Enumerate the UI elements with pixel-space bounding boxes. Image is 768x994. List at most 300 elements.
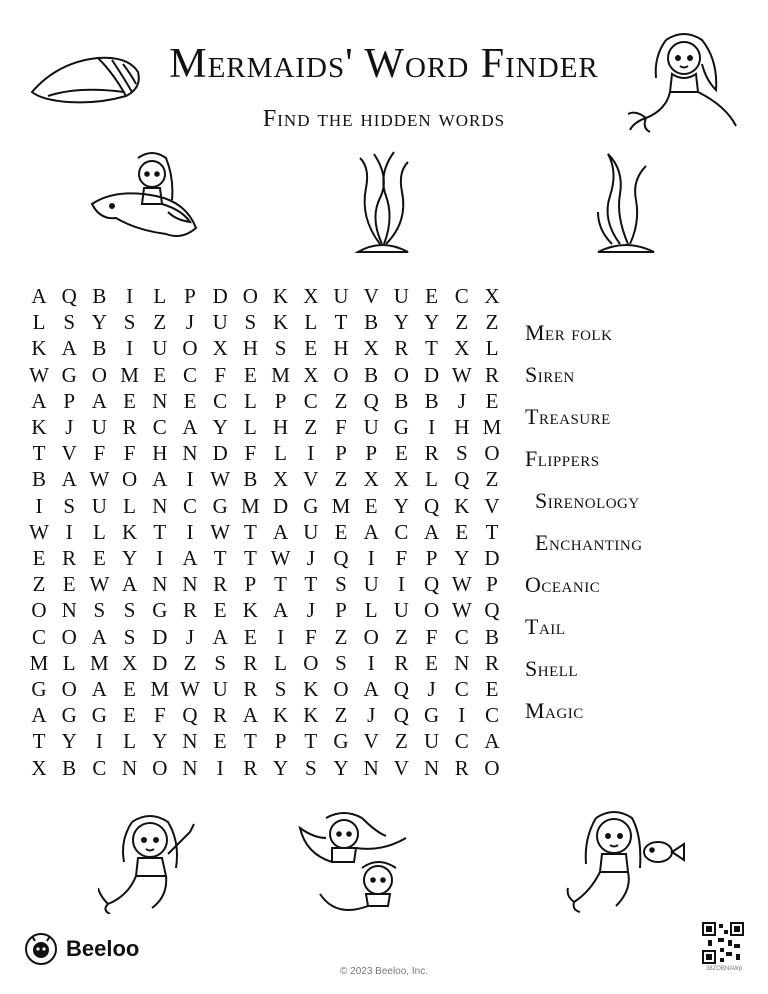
grid-letter: B bbox=[92, 284, 107, 308]
grid-letter: A bbox=[61, 467, 77, 492]
grid-letter: A bbox=[273, 598, 289, 623]
grid-letter: E bbox=[394, 441, 408, 466]
grid-letter: T bbox=[334, 310, 348, 335]
grid-letter: E bbox=[485, 677, 499, 701]
grid-letter: K bbox=[31, 336, 47, 361]
grid-letter: G bbox=[212, 493, 228, 518]
mermaid-fish-icon bbox=[566, 806, 686, 914]
grid-letter: O bbox=[393, 362, 409, 387]
word-list-item: Oceanic bbox=[525, 572, 601, 597]
grid-letter: T bbox=[274, 572, 287, 597]
grid-letter: N bbox=[152, 493, 168, 518]
grid-letter: H bbox=[273, 415, 289, 439]
grid-letter: T bbox=[304, 572, 318, 597]
grid-letter: Z bbox=[334, 703, 348, 728]
grid-letter: O bbox=[333, 362, 349, 387]
grid-letter: E bbox=[153, 362, 167, 387]
grid-letter: I bbox=[35, 493, 43, 518]
grid-letter: F bbox=[335, 415, 347, 439]
grid-letter: A bbox=[152, 467, 168, 492]
grid-letter: B bbox=[424, 388, 439, 413]
grid-letter: I bbox=[95, 729, 103, 754]
grid-letter: U bbox=[303, 519, 319, 544]
grid-letter: M bbox=[241, 493, 260, 518]
grid-letter: Z bbox=[485, 310, 499, 335]
grid-letter: O bbox=[484, 755, 500, 780]
grid-letter: Z bbox=[334, 467, 348, 492]
grid-letter: A bbox=[363, 519, 379, 544]
seaweed-icon bbox=[590, 150, 660, 256]
grid-letter: U bbox=[152, 336, 168, 361]
grid-letter: O bbox=[333, 677, 349, 701]
grid-letter: J bbox=[457, 388, 466, 413]
grid-letter: N bbox=[182, 729, 198, 754]
grid-letter: T bbox=[243, 519, 257, 544]
grid-letter: O bbox=[61, 624, 77, 649]
grid-letter: A bbox=[31, 388, 47, 413]
grid-letter: K bbox=[122, 519, 138, 544]
grid-letter: U bbox=[91, 415, 107, 439]
grid-letter: A bbox=[212, 624, 228, 649]
grid-letter: R bbox=[484, 362, 499, 387]
seaweed-icon bbox=[350, 148, 416, 256]
grid-letter: F bbox=[395, 546, 408, 570]
grid-letter: I bbox=[216, 755, 224, 780]
grid-letter: W bbox=[180, 677, 200, 701]
grid-letter: R bbox=[243, 650, 258, 675]
grid-letter: A bbox=[182, 415, 198, 439]
grid-letter: F bbox=[93, 441, 106, 466]
grid-letter: P bbox=[274, 388, 287, 413]
grid-letter: L bbox=[485, 336, 499, 361]
grid-letter: Q bbox=[363, 388, 379, 413]
grid-letter: V bbox=[303, 467, 319, 492]
word-list-item: Treasure bbox=[525, 404, 611, 429]
grid-letter: U bbox=[424, 729, 440, 754]
grid-letter: Q bbox=[393, 703, 409, 728]
grid-letter: W bbox=[89, 467, 110, 492]
grid-letter: Z bbox=[394, 729, 408, 754]
grid-letter: O bbox=[152, 755, 168, 780]
grid-letter: O bbox=[122, 467, 138, 492]
grid-letter: E bbox=[364, 493, 378, 518]
word-list-item: Mer folk bbox=[525, 320, 613, 345]
grid-letter: D bbox=[424, 362, 440, 387]
grid-letter: C bbox=[303, 388, 318, 413]
grid-letter: X bbox=[273, 467, 289, 492]
grid-letter: U bbox=[393, 284, 409, 308]
grid-letter: T bbox=[243, 729, 257, 754]
grid-letter: I bbox=[186, 467, 194, 492]
grid-letter: A bbox=[122, 572, 138, 597]
grid-letter: R bbox=[213, 703, 228, 728]
grid-letter: X bbox=[484, 284, 500, 308]
grid-letter: C bbox=[31, 624, 46, 649]
grid-letter: U bbox=[212, 677, 228, 701]
grid-letter: Z bbox=[334, 624, 348, 649]
grid-letter: G bbox=[303, 493, 319, 518]
word-list-item: Sirenology bbox=[535, 488, 640, 513]
grid-letter: B bbox=[31, 467, 46, 492]
grid-letter: P bbox=[184, 284, 196, 308]
grid-letter: H bbox=[333, 336, 349, 361]
grid-letter: R bbox=[424, 441, 439, 466]
grid-letter: F bbox=[123, 441, 136, 466]
grid-letter: K bbox=[273, 284, 289, 308]
grid-letter: H bbox=[152, 441, 168, 466]
grid-letter: O bbox=[61, 677, 77, 701]
grid-letter: Y bbox=[152, 729, 168, 754]
grid-letter: P bbox=[244, 572, 257, 597]
grid-letter: A bbox=[61, 336, 77, 361]
grid-letter: R bbox=[243, 755, 258, 780]
grid-letter: A bbox=[424, 519, 440, 544]
grid-letter: G bbox=[31, 677, 47, 701]
brand-logo bbox=[24, 932, 139, 966]
grid-letter: L bbox=[425, 467, 438, 492]
grid-letter: Y bbox=[424, 310, 440, 335]
grid-letter: V bbox=[363, 284, 379, 308]
grid-letter: E bbox=[62, 572, 76, 597]
grid-letter: O bbox=[182, 336, 198, 361]
grid-letter: M bbox=[29, 650, 49, 675]
grid-letter: B bbox=[394, 388, 409, 413]
two-mermaids-icon bbox=[296, 808, 426, 920]
grid-letter: F bbox=[304, 624, 317, 649]
grid-letter: A bbox=[31, 284, 47, 308]
grid-letter: I bbox=[126, 336, 134, 361]
grid-letter: Y bbox=[393, 310, 409, 335]
grid-letter: L bbox=[243, 415, 257, 439]
grid-letter: V bbox=[484, 493, 500, 518]
grid-letter: S bbox=[274, 336, 287, 361]
grid-letter: O bbox=[303, 650, 319, 675]
grid-letter: J bbox=[306, 598, 315, 623]
grid-letter: E bbox=[123, 388, 136, 413]
grid-letter: P bbox=[274, 729, 287, 754]
grid-letter: S bbox=[244, 310, 257, 335]
grid-letter: G bbox=[424, 703, 440, 728]
grid-letter: X bbox=[303, 284, 319, 308]
grid-letter: Y bbox=[61, 729, 77, 754]
grid-letter: A bbox=[484, 729, 500, 754]
grid-letter: S bbox=[335, 572, 347, 597]
grid-letter: T bbox=[485, 519, 499, 544]
grid-letter: L bbox=[153, 284, 167, 308]
grid-letter: Z bbox=[153, 310, 167, 335]
grid-letter: E bbox=[304, 336, 318, 361]
grid-letter: O bbox=[484, 441, 500, 466]
grid-letter: N bbox=[122, 755, 138, 780]
grid-letter: R bbox=[394, 650, 409, 675]
grid-letter: Z bbox=[183, 650, 197, 675]
grid-letter: K bbox=[242, 598, 258, 623]
grid-letter: Q bbox=[61, 284, 77, 308]
grid-letter: A bbox=[91, 677, 107, 701]
grid-letter: R bbox=[243, 677, 258, 701]
grid-letter: K bbox=[303, 703, 319, 728]
grid-letter: G bbox=[91, 703, 107, 728]
grid-letter: N bbox=[182, 755, 198, 780]
grid-letter: E bbox=[213, 598, 227, 623]
grid-letter: T bbox=[213, 546, 227, 570]
grid-letter: S bbox=[455, 441, 468, 466]
grid-letter: S bbox=[63, 493, 76, 518]
grid-letter: W bbox=[451, 598, 472, 623]
grid-letter: M bbox=[90, 650, 109, 675]
grid-letter: Q bbox=[333, 546, 349, 570]
grid-letter: E bbox=[243, 624, 257, 649]
grid-letter: A bbox=[31, 703, 47, 728]
grid-letter: D bbox=[212, 284, 228, 308]
grid-letter: K bbox=[273, 310, 289, 335]
grid-letter: T bbox=[32, 729, 46, 754]
grid-letter: Q bbox=[182, 703, 198, 728]
mermaid-waving-icon bbox=[98, 810, 208, 914]
grid-letter: K bbox=[454, 493, 470, 518]
grid-letter: A bbox=[363, 677, 379, 701]
grid-letter: F bbox=[214, 362, 227, 387]
grid-letter: R bbox=[394, 336, 409, 361]
grid-letter: U bbox=[91, 493, 107, 518]
grid-letter: W bbox=[451, 362, 472, 387]
grid-letter: W bbox=[210, 519, 231, 544]
grid-letter: Z bbox=[334, 388, 348, 413]
grid-letter: L bbox=[62, 650, 76, 675]
grid-letter: M bbox=[331, 493, 351, 518]
grid-letter: I bbox=[126, 284, 134, 308]
grid-letter: J bbox=[185, 624, 195, 649]
grid-letter: C bbox=[394, 519, 409, 544]
grid-letter: Y bbox=[454, 546, 470, 570]
grid-letter: Y bbox=[273, 755, 289, 780]
grid-letter: A bbox=[91, 388, 107, 413]
grid-letter: C bbox=[454, 624, 469, 649]
grid-letter: A bbox=[182, 546, 198, 570]
grid-letter: P bbox=[335, 441, 347, 466]
grid-letter: R bbox=[454, 755, 469, 780]
word-list-item: Flippers bbox=[525, 446, 600, 471]
grid-letter: N bbox=[61, 598, 77, 623]
grid-letter: X bbox=[31, 755, 47, 780]
grid-letter: R bbox=[122, 415, 137, 439]
grid-letter: X bbox=[454, 336, 470, 361]
grid-letter: E bbox=[123, 703, 136, 728]
page-subtitle: Find the hidden words bbox=[262, 106, 506, 132]
grid-letter: L bbox=[243, 388, 257, 413]
grid-letter: E bbox=[243, 362, 257, 387]
grid-letter: D bbox=[273, 493, 289, 518]
grid-letter: C bbox=[182, 362, 197, 387]
grid-letter: J bbox=[367, 703, 376, 728]
grid-letter: H bbox=[242, 336, 258, 361]
grid-letter: D bbox=[152, 624, 168, 649]
grid-letter: J bbox=[185, 310, 195, 335]
mermaid-dolphin-icon bbox=[86, 148, 202, 250]
grid-letter: E bbox=[455, 519, 469, 544]
grid-letter: T bbox=[304, 729, 318, 754]
grid-letter: V bbox=[61, 441, 77, 466]
grid-letter: X bbox=[303, 362, 319, 387]
grid-letter: T bbox=[243, 546, 257, 570]
qr-caption: 38ZOBNAWp bbox=[705, 966, 743, 972]
grid-letter: L bbox=[123, 729, 136, 754]
grid-letter: I bbox=[277, 624, 285, 649]
grid-letter: C bbox=[484, 703, 499, 728]
grid-letter: B bbox=[364, 362, 379, 387]
grid-letter: J bbox=[65, 415, 74, 439]
word-list-item: Magic bbox=[525, 698, 584, 723]
grid-letter: G bbox=[61, 362, 77, 387]
seashell-icon bbox=[28, 52, 146, 108]
grid-letter: M bbox=[150, 677, 170, 701]
brand-name: Beeloo bbox=[66, 936, 140, 961]
grid-letter: D bbox=[484, 546, 500, 570]
grid-letter: Z bbox=[485, 467, 499, 492]
copyright-text: © 2023 Beeloo, Inc. bbox=[340, 966, 428, 977]
grid-letter: S bbox=[123, 310, 136, 335]
grid-letter: E bbox=[213, 729, 227, 754]
grid-letter: S bbox=[214, 650, 227, 675]
grid-letter: E bbox=[32, 546, 46, 570]
grid-letter: B bbox=[62, 755, 77, 780]
grid-letter: P bbox=[63, 388, 76, 413]
grid-letter: L bbox=[123, 493, 136, 518]
grid-letter: D bbox=[152, 650, 168, 675]
word-list-item: Tail bbox=[525, 614, 566, 639]
grid-letter: X bbox=[363, 336, 379, 361]
grid-letter: S bbox=[274, 677, 287, 701]
grid-letter: Z bbox=[455, 310, 469, 335]
grid-letter: W bbox=[29, 519, 49, 544]
grid-letter: I bbox=[156, 546, 164, 570]
grid-letter: R bbox=[182, 598, 197, 623]
grid-letter: W bbox=[270, 546, 291, 570]
grid-letter: P bbox=[335, 598, 347, 623]
grid-letter: F bbox=[425, 624, 438, 649]
grid-letter: D bbox=[212, 441, 228, 466]
grid-letter: I bbox=[397, 572, 405, 597]
grid-letter: C bbox=[454, 729, 469, 754]
grid-letter: X bbox=[363, 467, 379, 492]
grid-letter: U bbox=[363, 415, 379, 439]
word-list-item: Enchanting bbox=[535, 530, 643, 555]
grid-letter: I bbox=[367, 650, 375, 675]
grid-letter: A bbox=[242, 703, 258, 728]
grid-letter: L bbox=[32, 310, 46, 335]
grid-letter: E bbox=[425, 284, 438, 308]
grid-letter: L bbox=[274, 650, 287, 675]
grid-letter: O bbox=[363, 624, 379, 649]
grid-letter: N bbox=[363, 755, 379, 780]
grid-letter: C bbox=[213, 388, 228, 413]
grid-letter: F bbox=[153, 703, 166, 728]
grid-letter: E bbox=[183, 388, 197, 413]
grid-letter: K bbox=[273, 703, 289, 728]
grid-letter: N bbox=[152, 388, 168, 413]
grid-letter: R bbox=[62, 546, 77, 570]
grid-letter: C bbox=[454, 677, 469, 701]
grid-letter: S bbox=[335, 650, 347, 675]
grid-letter: U bbox=[363, 572, 379, 597]
grid-letter: G bbox=[152, 598, 168, 623]
word-list-item: Siren bbox=[525, 362, 575, 387]
grid-letter: X bbox=[393, 467, 409, 492]
grid-letter: O bbox=[91, 362, 107, 387]
grid-letter: Y bbox=[91, 310, 107, 335]
grid-letter: B bbox=[92, 336, 107, 361]
grid-letter: S bbox=[123, 598, 136, 623]
grid-letter: G bbox=[333, 729, 349, 754]
grid-letter: G bbox=[393, 415, 409, 439]
grid-letter: T bbox=[425, 336, 438, 361]
grid-letter: Q bbox=[424, 572, 440, 597]
grid-letter: E bbox=[425, 650, 438, 675]
grid-letter: A bbox=[91, 624, 107, 649]
grid-letter: S bbox=[304, 755, 317, 780]
grid-letter: B bbox=[484, 624, 499, 649]
grid-letter: A bbox=[273, 519, 289, 544]
grid-letter: W bbox=[29, 362, 49, 387]
page-title: Mermaids' Word Finder bbox=[169, 41, 599, 87]
grid-letter: Y bbox=[393, 493, 409, 518]
grid-letter: Y bbox=[333, 755, 349, 780]
bee-icon bbox=[24, 932, 58, 966]
grid-letter: O bbox=[424, 598, 440, 623]
grid-letter: B bbox=[243, 467, 258, 492]
grid-letter: S bbox=[93, 598, 106, 623]
grid-letter: Y bbox=[122, 546, 138, 570]
grid-letter: O bbox=[31, 598, 47, 623]
grid-letter: J bbox=[306, 546, 315, 570]
grid-letter: H bbox=[454, 415, 470, 439]
grid-letter: C bbox=[454, 284, 469, 308]
grid-letter: Q bbox=[393, 677, 409, 701]
grid-letter: N bbox=[152, 572, 168, 597]
grid-letter: E bbox=[485, 388, 499, 413]
grid-letter: L bbox=[274, 441, 287, 466]
grid-letter: Q bbox=[484, 598, 500, 623]
grid-letter: J bbox=[427, 677, 436, 701]
grid-letter: E bbox=[334, 519, 348, 544]
grid-letter: K bbox=[31, 415, 47, 439]
grid-letter: W bbox=[451, 572, 472, 597]
grid-letter: F bbox=[244, 441, 257, 466]
grid-letter: R bbox=[213, 572, 228, 597]
grid-letter: U bbox=[212, 310, 228, 335]
grid-letter: U bbox=[333, 284, 349, 308]
grid-letter: N bbox=[454, 650, 470, 675]
grid-letter: V bbox=[393, 755, 409, 780]
grid-letter: M bbox=[120, 362, 139, 387]
grid-letter: M bbox=[482, 415, 502, 439]
word-list-item: Shell bbox=[525, 656, 579, 681]
grid-letter: N bbox=[424, 755, 440, 780]
grid-letter: R bbox=[484, 650, 499, 675]
grid-letter: I bbox=[367, 546, 375, 570]
grid-letter: P bbox=[486, 572, 498, 597]
grid-letter: X bbox=[122, 650, 138, 675]
grid-letter: E bbox=[92, 546, 106, 570]
grid-letter: N bbox=[182, 572, 198, 597]
grid-letter: I bbox=[458, 703, 466, 728]
grid-letter: Z bbox=[394, 624, 408, 649]
grid-letter: L bbox=[364, 598, 378, 623]
grid-letter: B bbox=[364, 310, 379, 335]
grid-letter: U bbox=[393, 598, 409, 623]
grid-letter: X bbox=[212, 336, 228, 361]
grid-letter: T bbox=[32, 441, 46, 466]
